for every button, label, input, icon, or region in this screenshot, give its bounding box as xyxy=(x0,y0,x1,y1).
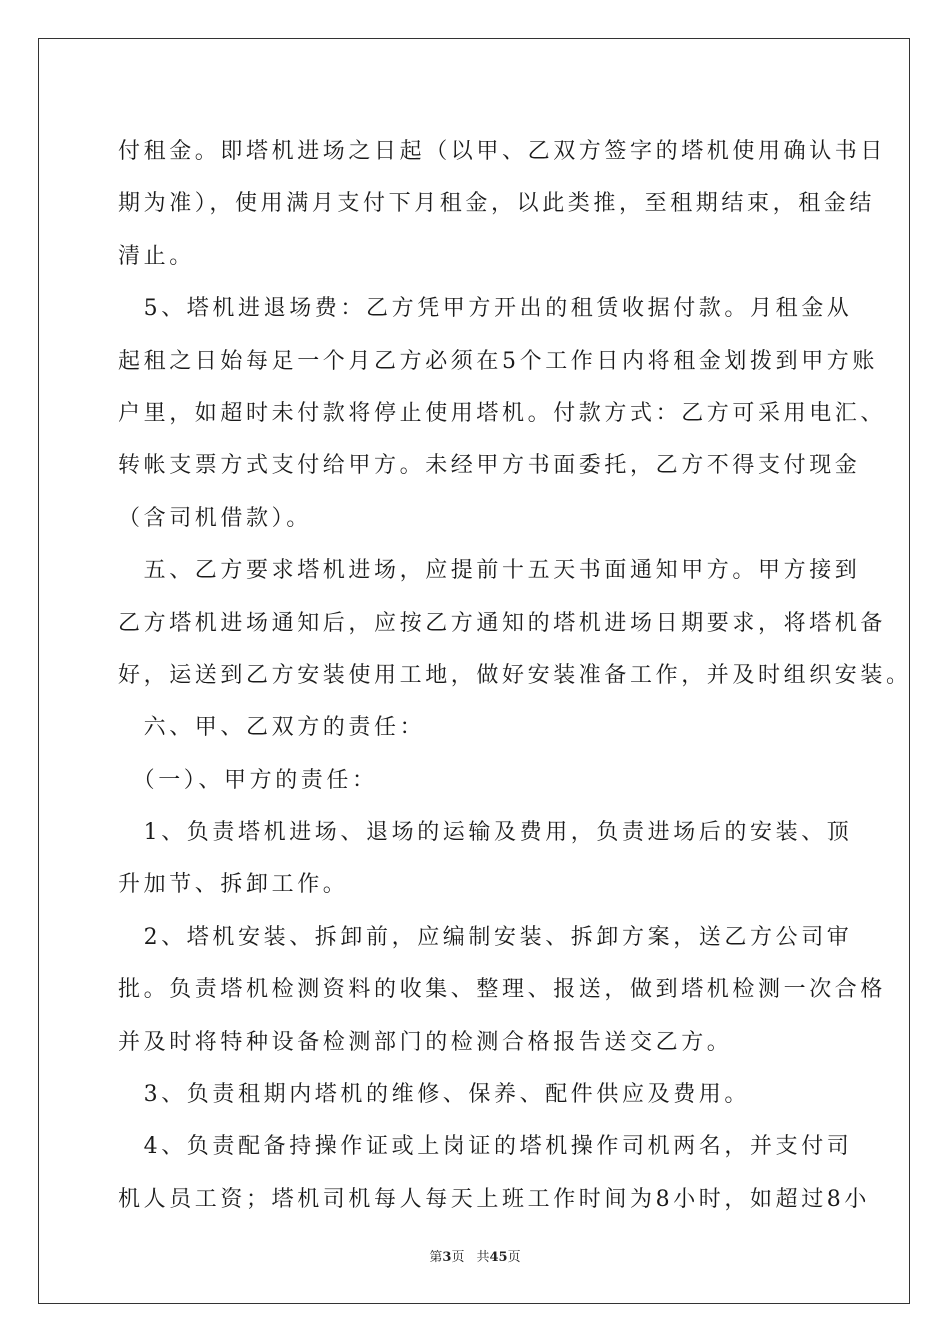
text-line: 清止。 xyxy=(118,243,195,269)
text-line: 1、负责塔机进场、退场的运输及费用，负责进场后的安装、顶 xyxy=(118,820,853,846)
text-line: 付租金。即塔机进场之日起（以甲、乙双方签字的塔机使用确认书日 xyxy=(118,139,887,164)
text-line: 期为准），使用满月支付下月租金，以此类推，至租期结束，租金结 xyxy=(118,191,876,217)
text-line: 户里，如超时未付款将停止使用塔机。付款方式：乙方可采用电汇、 xyxy=(118,400,887,426)
page-prefix: 第 xyxy=(429,1250,443,1265)
text-line: （含司机借款）。 xyxy=(118,505,312,531)
page-unit: 页 xyxy=(451,1250,465,1265)
text-line: （一）、甲方的责任： xyxy=(118,767,378,793)
text-line: 五、乙方要求塔机进场，应提前十五天书面通知甲方。甲方接到 xyxy=(118,558,861,584)
page-footer xyxy=(0,1246,950,1265)
text-line: 机人员工资；塔机司机每人每天上班工作时间为8小时，如超过8小 xyxy=(118,1186,870,1212)
text-line: 并及时将特种设备检测部门的检测合格报告送交乙方。 xyxy=(118,1029,733,1055)
text-line: 4、负责配备持操作证或上岗证的塔机操作司机两名，并支付司 xyxy=(118,1134,853,1160)
text-line: 乙方塔机进场通知后，应按乙方通知的塔机进场日期要求，将塔机备 xyxy=(118,610,887,636)
text-line: 六、甲、乙双方的责任： xyxy=(118,715,426,741)
text-line: 好，运送到乙方安装使用工地，做好安装准备工作，并及时组织安装。 xyxy=(118,662,912,688)
page-number: 3 xyxy=(442,1250,452,1265)
text-line: 3、负责租期内塔机的维修、保养、配件供应及费用。 xyxy=(118,1082,750,1108)
text-line: 起租之日始每足一个月乙方必须在5个工作日内将租金划拨到甲方账 xyxy=(118,348,878,374)
document-body xyxy=(118,126,912,1226)
total-pages: 45 xyxy=(489,1250,508,1265)
text-line: 2、塔机安装、拆卸前，应编制安装、拆卸方案，送乙方公司审 xyxy=(118,924,853,950)
text-line: 升加节、拆卸工作。 xyxy=(118,872,349,898)
text-line: 批。负责塔机检测资料的收集、整理、报送，做到塔机检测一次合格 xyxy=(118,977,887,1003)
total-prefix: 共 xyxy=(476,1250,490,1265)
text-line: 转帐支票方式支付给甲方。未经甲方书面委托，乙方不得支付现金 xyxy=(118,453,861,479)
total-unit: 页 xyxy=(507,1250,521,1265)
text-line: 5、塔机进退场费：乙方凭甲方开出的租赁收据付款。月租金从 xyxy=(118,296,853,322)
